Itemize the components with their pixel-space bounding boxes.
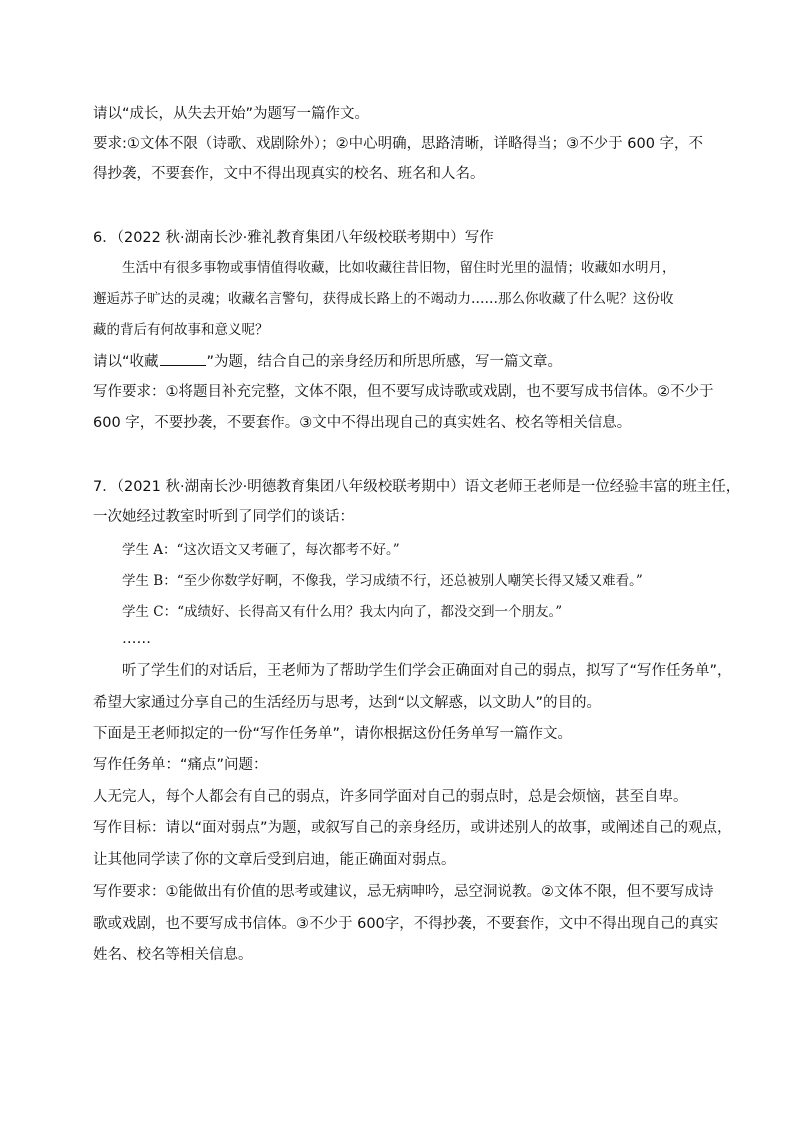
q7-goal-line: 让其他同学读了你的文章后受到启迪，能正确面对弱点。 (93, 852, 456, 868)
q6-prompt-end: ”为题，结合自己的亲身经历和所思所感，写一篇文章。 (206, 354, 563, 370)
q7-paragraph-line: 希望大家通过分享自己的生活经历与思考，达到“以文解惑，以文助人”的目的。 (93, 695, 602, 711)
q7-ellipsis: …… (122, 631, 151, 647)
q6-prompt-start: 请以“收藏 (93, 354, 159, 370)
q7-requirements-line: 姓名、校名等相关信息。 (93, 947, 253, 963)
q6-material-line: 藏的背后有何故事和意义呢？ (93, 322, 269, 338)
fill-in-blank (160, 351, 206, 366)
q7-paragraph-line: 下面是王老师拟定的一份“写作任务单”，请你根据这份任务单写一篇作文。 (93, 726, 573, 742)
q5-prompt: 请以“成长，从失去开始”为题写一篇作文。 (93, 106, 370, 122)
q6-requirements-line: 写作要求：①将题目补充完整，文体不限，但不要写成诗歌或戏剧，也不要写成书信体。②不少于 (93, 384, 714, 400)
q7-task-title: 写作任务单：“痛点”问题： (93, 757, 268, 773)
q7-requirements-line: 歌或戏剧，也不要写成书信体。③不少于 600字，不得抄袭，不要套作，文中不得出现自己的真实 (93, 916, 719, 932)
q5-requirements-line: 要求:①文体不限（诗歌、戏剧除外）；②中心明确，思路清晰，详略得当；③不少于 600 字，不 (93, 136, 704, 152)
q7-student-c: 学生 C：“成绩好、长得高又有什么用？我太内向了，都没交到一个朋友。” (122, 604, 563, 620)
q6-header: 6．（2022 秋·湖南长沙·雅礼教育集团八年级校联考期中）写作 (93, 230, 494, 246)
q7-requirements-line: 写作要求：①能做出有价值的思考或建议，忌无病呻吟，忌空洞说教。②文体不限，但不要写成诗 (93, 884, 714, 900)
q7-task-body: 人无完人，每个人都会有自己的弱点，许多同学面对自己的弱点时，总是会烦恼，甚至自卑。 (93, 789, 688, 805)
q7-intro: 一次她经过教室时听到了同学们的谈话： (93, 509, 354, 525)
q7-paragraph-line: 听了学生们的对话后，王老师为了帮助学生们学会正确面对自己的弱点，拟写了“写作任务单”， (122, 663, 732, 679)
q6-material-line: 生活中有很多事物或事情值得收藏，比如收藏往昔旧物，留住时光里的温情；收藏如水明月， (122, 260, 676, 276)
q6-requirements-line: 600 字，不要抄袭，不要套作。③文中不得出现自己的真实姓名、校名等相关信息。 (93, 415, 632, 431)
q7-student-a: 学生 A：“这次语文又考砸了，每次都考不好。” (122, 542, 400, 558)
q7-goal-line: 写作目标：请以“面对弱点”为题，或叙写自己的亲身经历，或讲述别人的故事，或阐述自己的观点， (93, 820, 732, 836)
q5-requirements-line: 得抄袭，不要套作，文中不得出现真实的校名、班名和人名。 (93, 166, 485, 182)
q7-header: 7．（2021 秋·湖南长沙·明德教育集团八年级校联考期中）语文老师王老师是一位经验丰富的班主任， (93, 479, 741, 495)
q6-prompt (93, 351, 562, 372)
q6-material-line: 邂逅苏子旷达的灵魂；收藏名言警句，获得成长路上的不竭动力……那么你收藏了什么呢？这份收 (93, 291, 674, 307)
q7-student-b: 学生 B：“至少你数学好啊，不像我，学习成绩不行，还总被别人嘲笑长得又矮又难看。” (122, 573, 643, 589)
